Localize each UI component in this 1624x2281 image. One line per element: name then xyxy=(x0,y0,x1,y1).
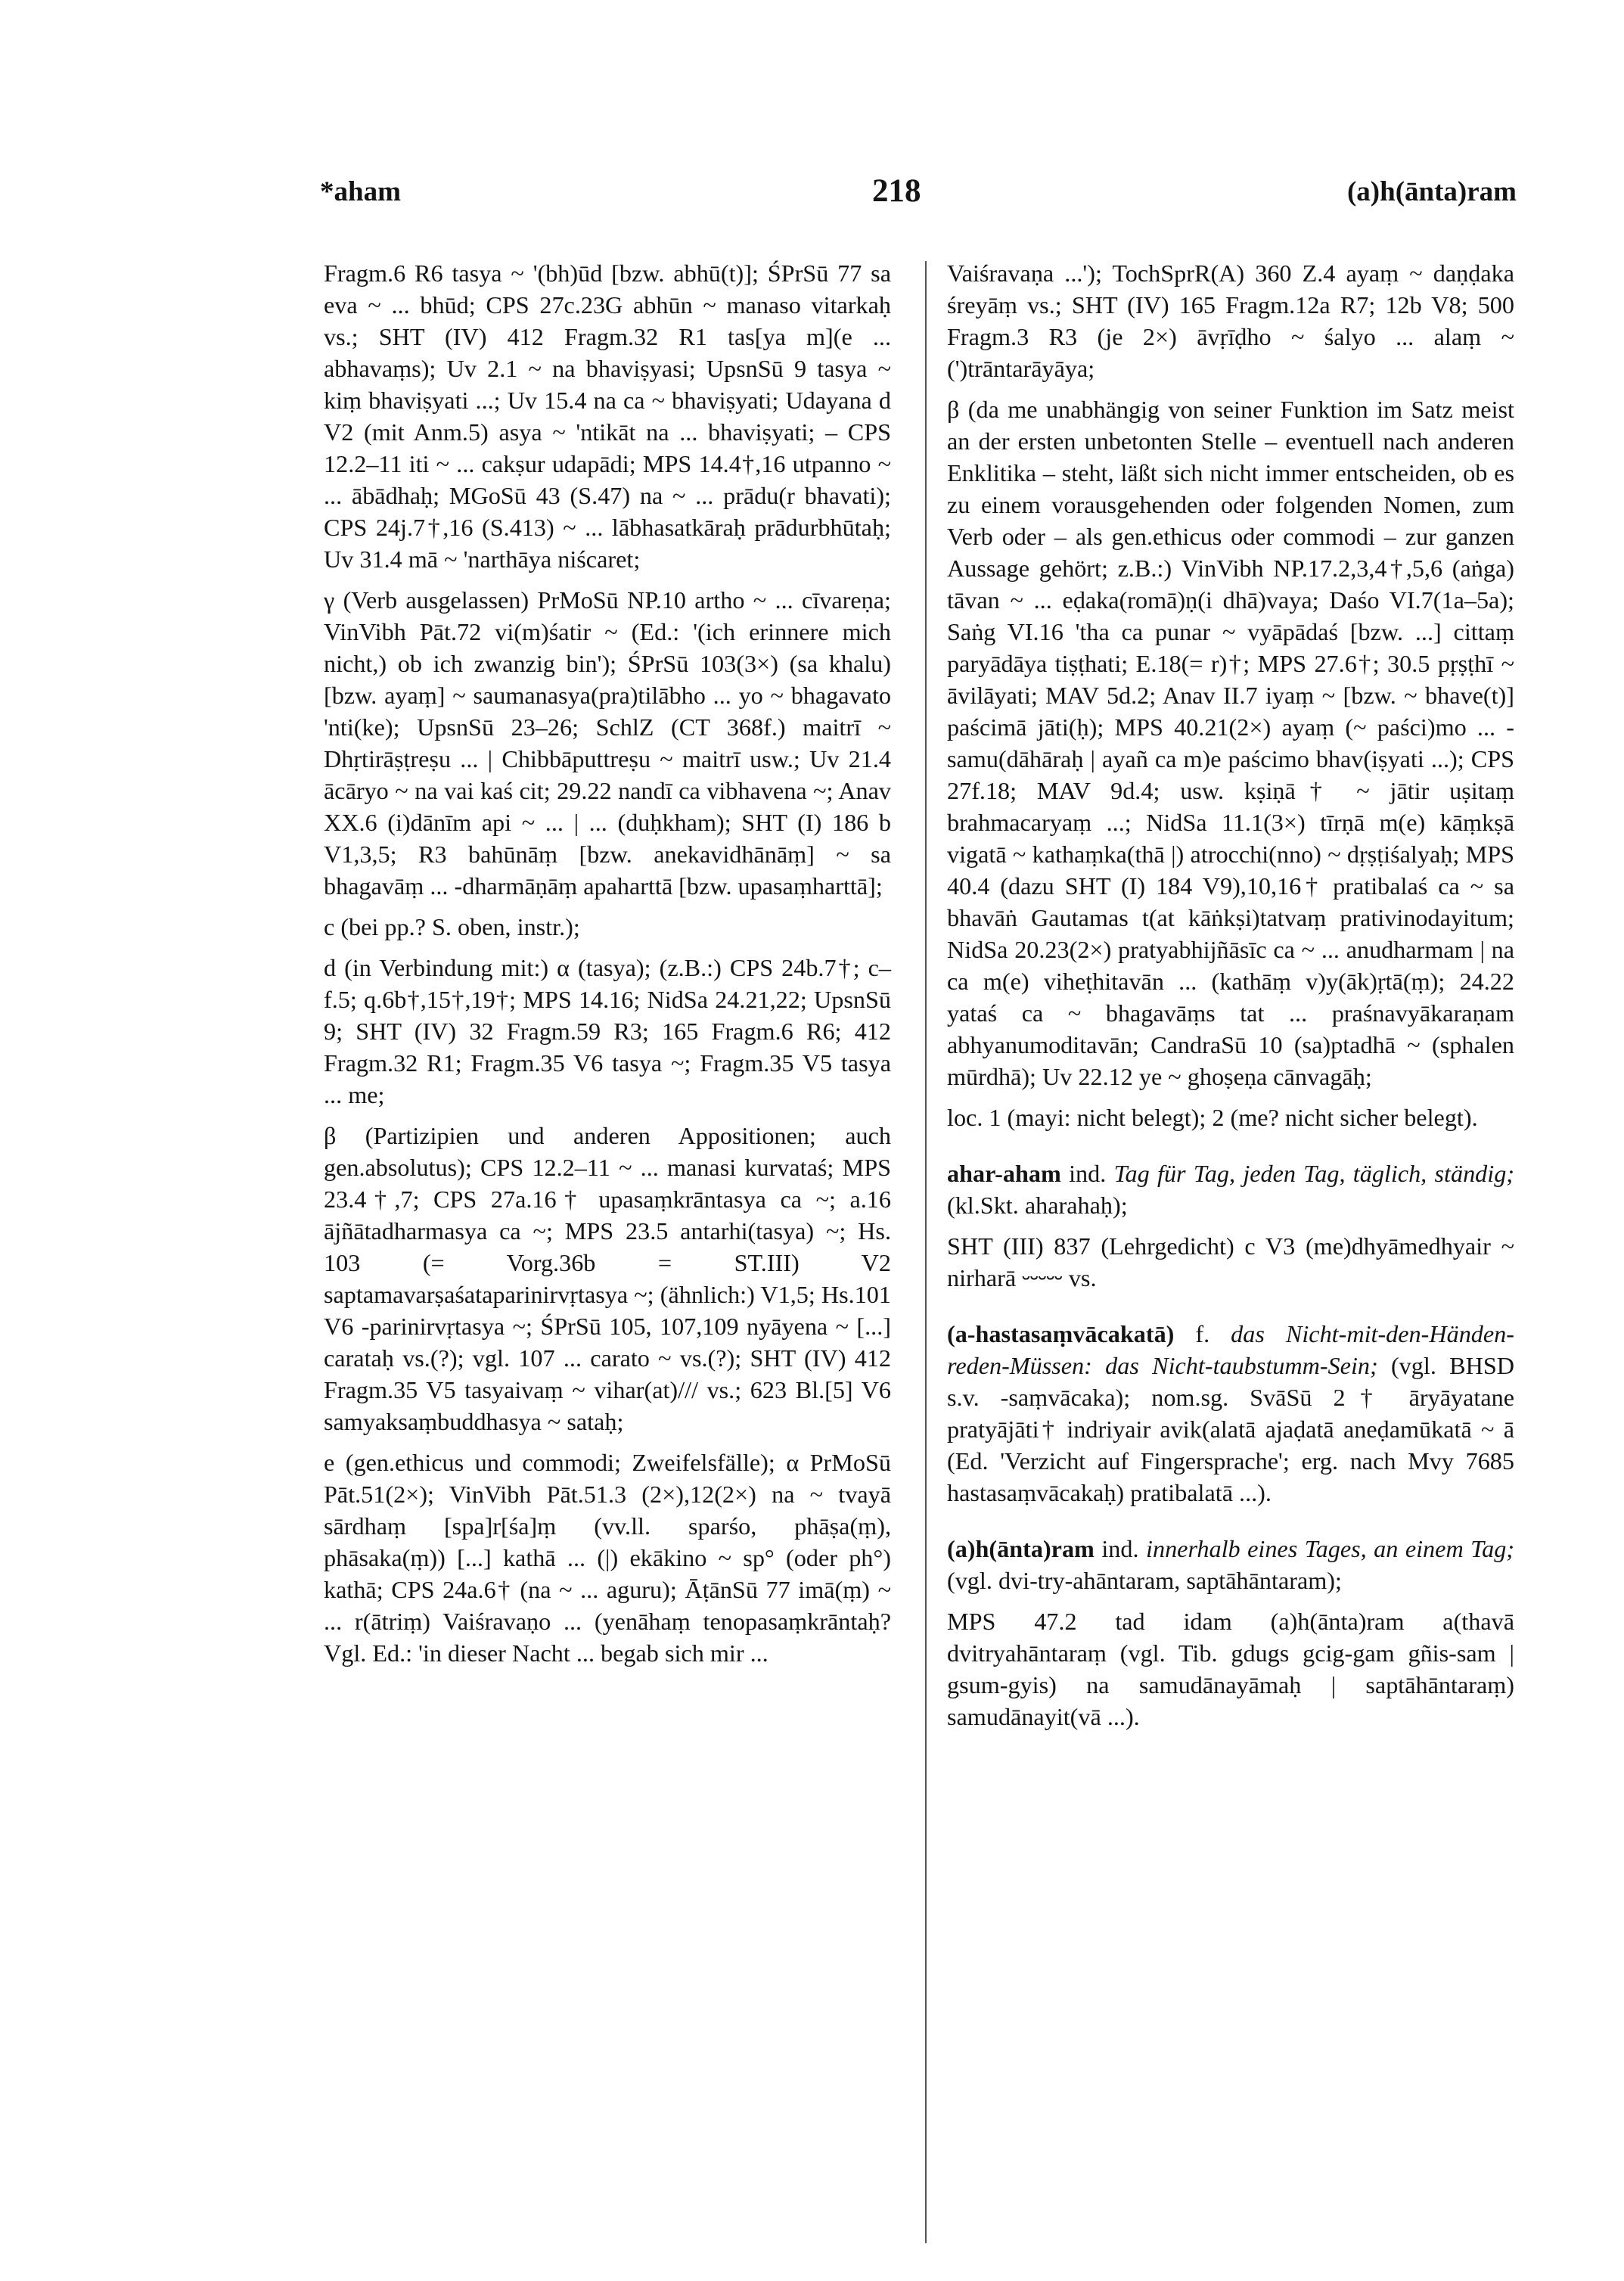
right-paragraph-2: β (da me unabhängig von seiner Funktion im Satz meist an der ersten unbetonten Stelle – eventuell nach anderen Enklitika – steht, läßt sich nicht immer entscheiden, ob es zu einem vorausgehenden oder folgenden Nomen, zum Verb oder – als gen.ethicus oder commodi – zur ganzen Aussage gehört; z.B.:) VinVibh NP.17.2,3,4†,5,6 (aṅga) tāvan ~ ... eḍaka(romā)ṇ(i dhā)vaya; Daśo VI.7(1a–5a); Saṅg VI.16 'tha ca punar ~ vyāpādaś [bzw. ...] cittaṃ paryādāya tiṣṭhati; E.18(= r)†; MPS 27.6†; 30.5 pṛṣṭhī ~ āvilāyati; MAV 5d.2; Anav II.7 iyaṃ ~ [bzw. ~ bhave(t)] paścimā jāti(ḥ); MPS 40.21(2×) ayaṃ (~ paści)mo ... -samu(dāhāraḥ | ayañ ca m)e paścimo bhav(iṣyati ...); CPS 27f.18; MAV 9d.4; usw. kṣiṇā† ~ jātir uṣitaṃ brahmacaryaṃ ...; NidSa 11.1(3×) tīrṇā m(e) kāṃkṣā vigatā ~ kathaṃka(thā |) atrocchi(nno) ~ dṛṣṭiśalyaḥ; MPS 40.4 (dazu SHT (I) 184 V9),10,16† pratibalaś ca ~ sa bhavāṅ Gautamas t(at kāṅkṣi)tatvaṃ prativinodayitum; NidSa 20.23(2×) pratyabhijñāsīc ca ~ ... anudharmam | na ca m(e) viheṭhitavān ... (kathāṃ v)y(āk)ṛtā(ṃ); 24.22 yataś ca ~ bhagavāṃs tat ... praśnavyākaraṇam abhyanumoditavān; CandraSū 10 (sa)ptadhā ~ (sphalen mūrdhā); Uv 22.12 ye ~ ghoṣeṇa cānvagāḥ; xyxy=(947,396,1514,1090)
column-divider xyxy=(925,261,927,2243)
entry-grammar: ind. xyxy=(1101,1535,1139,1562)
left-paragraph-3: c (bei pp.? S. oben, instr.); xyxy=(324,913,580,940)
left-paragraph-4: d (in Verbindung mit:) α (tasya); (z.B.:) CPS 24b.7†; c–f.5; q.6b†,15†,19†; MPS 14.16; NidSa 24.21,22; UpsnSū 9; SHT (IV) 32 Fragm.59 R3; 165 Fragm.6 R6; 412 Fragm.32 R1; Fragm.35 V6 tasya ~; Fragm.35 V5 tasya ... me; xyxy=(324,954,891,1108)
left-paragraph-6: e (gen.ethicus und commodi; Zweifelsfälle); α PrMoSū Pāt.51(2×); VinVibh Pāt.51.3 (2×),12(2×) na ~ tvayā sārdhaṃ [spa]r[śa]ṃ (vv.ll. sparśo, phāṣa(ṃ), phāsaka(ṃ)) [...] kathā ... (|) ekākino ~ sp° (oder ph°) kathā; CPS 24a.6† (na ~ ... aguru); ĀṭānSū 77 imā(ṃ) ~ ... r(ātriṃ) Vaiśravaṇo ... (yenāhaṃ tenopasaṃkrāntaḥ? Vgl. Ed.: 'in dieser Nacht ... begab sich mir ... xyxy=(324,1449,891,1667)
entry-grammar: f. xyxy=(1195,1320,1210,1347)
entry-ahar-aham-citation: SHT (III) 837 (Lehrgedicht) c V3 (me)dhyāmedhyair ~ nirharā ⏑⏑⏑⏑⏑ vs. xyxy=(947,1232,1514,1291)
entry-grammar: ind. xyxy=(1069,1160,1107,1187)
entry-note: (vgl. dvi-try-ahāntaram, saptāhāntaram); xyxy=(947,1567,1342,1594)
entry-ahar-aham xyxy=(947,1158,1514,1221)
entry-definition: innerhalb eines Tages, an einem Tag; xyxy=(1146,1535,1515,1562)
entry-note: (vgl. BHSD s.v. -saṃvācaka); nom.sg. SvāSū 2† āryāyatane pratyājāti† indriyair avik(alatā ajaḍatā aneḍamūkatā ~ ā (Ed. 'Verzicht auf Fingersprache'; erg. nach Mvy 7685 hastasaṃvācakaḥ) pratibalatā ...). xyxy=(947,1352,1514,1506)
right-paragraph-3: loc. 1 (mayi: nicht belegt); 2 (me? nicht sicher belegt). xyxy=(947,1104,1478,1131)
entry-ahantaram-citation: MPS 47.2 tad idam (a)h(ānta)ram a(thavā dvitryahāntaraṃ (vgl. Tib. gdugs gcig-gam gñis-sam | gsum-gyis) na samudānayāmaḥ | saptāhāntaraṃ) samudānayit(vā ...). xyxy=(947,1608,1514,1730)
entry-ahantaram xyxy=(947,1533,1514,1596)
entry-a-hastasamvacakata xyxy=(947,1318,1514,1509)
right-paragraph-1: Vaiśravaṇa ...'); TochSprR(A) 360 Z.4 ayaṃ ~ daṇḍaka śreyāṃ vs.; SHT (IV) 165 Fragm.12a R7; 12b V8; 500 Fragm.3 R3 (je 2×) āvṛīḍho ~ śalyo ... alaṃ ~ (')trāntarāyāya; xyxy=(947,259,1514,382)
left-paragraph-2: γ (Verb ausgelassen) PrMoSū NP.10 artho ~ ... cīvareṇa; VinVibh Pāt.72 vi(m)śatir ~ (Ed.: '(ich erinnere mich nicht,) ob ich zwanzig bin'); ŚPrSū 103(3×) (sa khalu) [bzw. ayaṃ] ~ saumanasya(pra)tilābho ... yo ~ bhagavato 'nti(ke); UpsnSū 23–26; SchlZ (CT 368f.) maitrī ~ Dhṛtirāṣṭreṣu ... | Chibbāputtreṣu ~ maitrī usw.; Uv 21.4 ācāryo ~ na vai kaś cit; 29.22 nandī ca vibhavena ~; Anav XX.6 (i)dānīm api ~ ... | ... (duḥkham); SHT (I) 186 b V1,3,5; R3 bahūnāṃ [bzw. anekavidhānāṃ] ~ sa bhagavāṃ ... -dharmāṇāṃ apaharttā [bzw. upasaṃharttā]; xyxy=(324,586,891,900)
entry-headword: (a)h(ānta)ram xyxy=(947,1535,1095,1562)
header-left-headword: *aham xyxy=(320,176,401,207)
entry-note: (kl.Skt. aharahaḥ); xyxy=(947,1192,1128,1219)
left-paragraph-1: Fragm.6 R6 tasya ~ '(bh)ūd [bzw. abhū(t)]; ŚPrSū 77 sa eva ~ ... bhūd; CPS 27c.23G abhūn ~ manaso vitarkaḥ vs.; SHT (IV) 412 Fragm.32 R1 tas[ya m](e ... abhavaṃs); Uv 2.1 ~ na bhaviṣyasi; UpsnSū 9 tasya ~ kiṃ bhaviṣyati ...; Uv 15.4 na ca ~ bhaviṣyati; Udayana d V2 (mit Anm.5) asya ~ 'ntikāt na ... bhaviṣyati; – CPS 12.2–11 iti ~ ... cakṣur udapādi; MPS 14.4†,16 utpanno ~ ... ābādhaḥ; MGoSū 43 (S.47) na ~ ... prādu(r bhavati); CPS 24j.7†,16 (S.413) ~ ... lābhasatkāraḥ prādurbhūtaḥ; Uv 31.4 mā ~ 'narthāya niścaret; xyxy=(324,259,891,573)
page-number: 218 xyxy=(872,173,921,209)
entry-headword: ahar-aham xyxy=(947,1160,1061,1187)
entry-definition: Tag für Tag, jeden Tag, täglich, ständig; xyxy=(1113,1160,1515,1187)
header-right-headword: (a)h(ānta)ram xyxy=(1346,176,1517,207)
right-column xyxy=(947,257,1514,1742)
entry-definition: das Nicht-mit-den-Händen-reden-Müssen: das Nicht-taubstumm-Sein; xyxy=(947,1320,1514,1379)
entry-headword: (a-hastasaṃvācakatā) xyxy=(947,1320,1175,1347)
running-header xyxy=(0,173,1624,221)
left-column xyxy=(324,257,891,1678)
left-paragraph-5: β (Partizipien und anderen Appositionen; auch gen.absolutus); CPS 12.2–11 ~ ... manasi kurvataś; MPS 23.4†,7; CPS 27a.16† upasaṃkrāntasya ca ~; a.16 ājñātadharmasya ca ~; MPS 23.5 antarhi(tasya) ~; Hs. 103 (= Vorg.36b = ST.III) V2 saptamavarṣaśataparinirvṛtasya ~; (ähnlich:) V1,5; Hs.101 V6 -parinirvṛtasya ~; ŚPrSū 105, 107,109 nyāyena ~ [...] carataḥ vs.(?); vgl. 107 ... carato ~ vs.(?); SHT (IV) 412 Fragm.35 V5 tasyaivaṃ ~ vihar(at)/// vs.; 623 Bl.[5] V6 samyaksaṃbuddhasya ~ sataḥ; xyxy=(324,1122,891,1435)
